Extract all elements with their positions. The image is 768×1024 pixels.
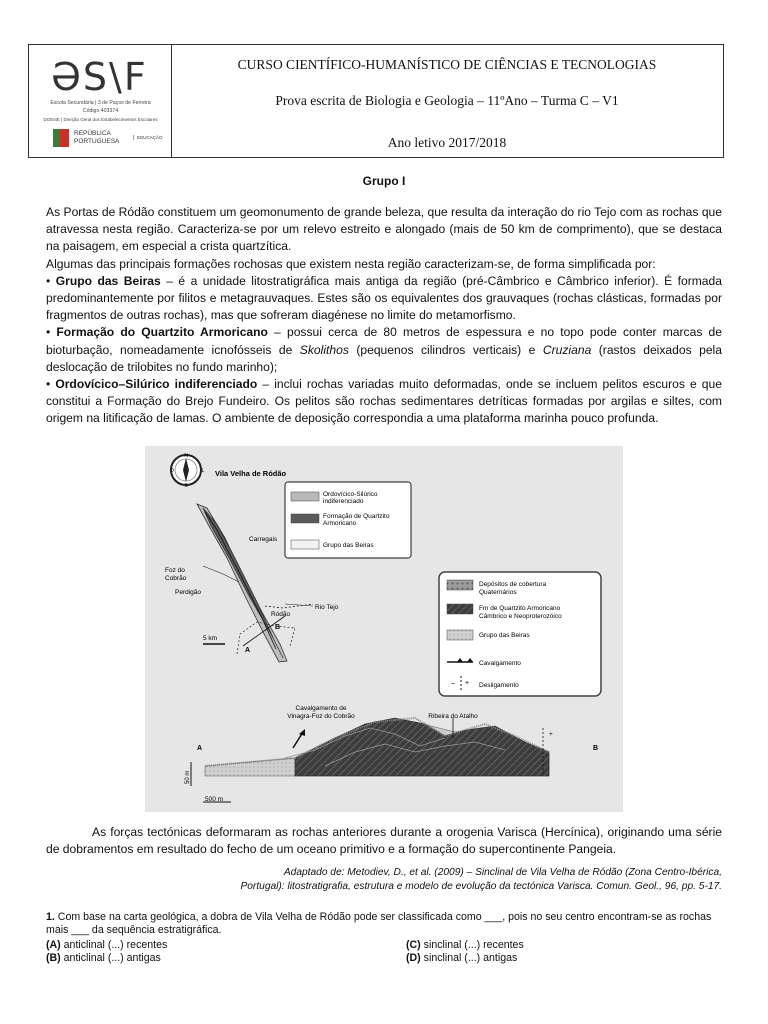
option-a[interactable] (46, 939, 167, 952)
education-label: EDUCAÇÃO (133, 135, 163, 140)
place-foz-1: Foz do (165, 567, 185, 574)
legend-2-item-5: Desligamento (479, 682, 519, 689)
place-foz-2: Cobrão (165, 575, 187, 582)
bullet-1-title: Grupo das Beiras (55, 273, 161, 288)
thrust-arrowhead-icon (299, 729, 305, 736)
place-carregais: Carregais (249, 536, 278, 543)
exam-header (28, 44, 724, 158)
bullet-2-text-a: – possui cerca de 80 metros de espessura e no topo pode conter marcas de bioturbação, nomeadamente icnofósseis de (46, 325, 722, 357)
question-1-text-1: Com base na carta geológica, a dobra de Vila Velha de Ródão pode ser classificada como ___, pois no seu centro encontram-se as rochas (54, 911, 712, 923)
option-c-text: sinclinal (...) recentes (420, 939, 524, 951)
bullet-2-title: Formação do Quartzito Armoricano (56, 325, 268, 340)
legend-swatch-ordovicico (291, 492, 319, 501)
bullet-2-cruziana: Cruziana (542, 342, 592, 357)
legend-2-item-1-l2: Quaternários (479, 589, 517, 596)
question-1-number: 1. (46, 911, 55, 923)
citation-line-1: Adaptado de: Metodiev, D., et al. (2009) – Sinclinal de Vila Velha de Ródão (Zona Centro-Ibérica, (283, 867, 722, 878)
place-rio-tejo: Rio Tejo (315, 604, 339, 611)
after-figure-paragraph: As forças tectónicas deformaram as rochas anteriores durante a orogenia Varisca (Hercínica), originando uma série de dobramentos em resultado do fecho de um oceano primitivo e a formação do supercontinente Pangeia. (46, 825, 722, 857)
map-scale-label: 5 km (203, 635, 218, 642)
option-c[interactable] (406, 939, 524, 952)
compass-e: L (201, 468, 205, 474)
option-d-text: sinclinal (...) antigas (420, 952, 518, 964)
section-point-a: A (197, 745, 203, 752)
cross-section (185, 705, 598, 803)
legend-swatch-depositos (447, 580, 473, 590)
map-point-b: B (275, 624, 281, 631)
bullet-grupo-beiras: • Grupo das Beiras – é a unidade litostratigráfica mais antiga da região (pré-Câmbrico e Câmbrico inferior). É formada predominantemente por filitos e metagrauvaques. Estes são os equivalentes dos grauvaques (rochas clásticas, formadas por fragmentos de outras rochas), mas que sofreram diagénese no limite do metamorfismo. (46, 273, 722, 323)
option-b[interactable] (46, 952, 161, 965)
legend-section (439, 572, 601, 696)
school-name: Escola Secundária | 3 de Paços de Ferreira (50, 100, 151, 106)
course-title: CURSO CIENTÍFICO-HUMANÍSTICO DE CIÊNCIAS E TECNOLOGIAS (237, 57, 657, 72)
geologic-figure (145, 446, 623, 812)
legend-2-item-2-l1: Fm de Quartzito Armoricano (479, 605, 561, 612)
section-thrust-l2: Vinagra-Foz do Cobrão (287, 713, 355, 720)
bullet-3-text: – inclui rochas variadas muito deformadas, onde se incluem pelitos escuros e que constitui a Formação do Brejo Fundeiro. Os pelitos são rochas sedimentares detríticas formadas por argilas e siltes, com origem na litificação de lamas. O ambiente de deposição correspondia a uma plataforma marinha pouco profunda. (46, 377, 722, 426)
geologic-figure-svg (145, 446, 623, 812)
bullet-quartzito: • Formação do Quartzito Armoricano – possui cerca de 80 metros de espessura e no topo pode conter marcas de bioturbação, nomeadamente icnofósseis de Skolithos (pequenos cilindros verticais) e Cruziana (rastos deixados pela deslocação de trilobites no fundo marinho); (46, 325, 722, 374)
section-quartzite-fold (295, 718, 549, 776)
header-titles (171, 45, 723, 157)
legend-1-item-2-l2: Armoricano (323, 520, 357, 527)
svg-text:+: + (465, 680, 470, 687)
section-thrust-l1: Cavalgamento de (295, 705, 347, 712)
legend-2-item-3: Grupo das Beiras (479, 632, 530, 639)
intro-paragraph-1: As Portas de Ródão constituem um geomonumento de grande beleza, que resulta da interação do rio Tejo com as rochas que atravessa nesta região. Caracteriza-se por um relevo estreito e alongado (mais de 50 km de comprimento), que se destaca na paisagem, em especial a crista quartzítica. (46, 205, 722, 254)
legend-swatch-grupo-beiras (447, 630, 473, 640)
legend-1-item-3: Grupo das Beiras (323, 542, 374, 549)
legend-1-item-1-l1: Ordovícico-Silúrico (323, 491, 378, 498)
compass-s: S (184, 483, 188, 489)
group-title: Grupo I (362, 174, 406, 188)
compass-w: O (170, 468, 174, 474)
intro-paragraph-2: Algumas das principais formações rochosas que existem nesta região caracterizam-se, de forma simplificada por: (46, 256, 656, 271)
bullet-2-text-b: (pequenos cilindros verticais) e (348, 342, 543, 357)
question-1-line-1 (46, 911, 726, 924)
section-ribeira-atalho: Ribeira do Atalho (428, 713, 478, 720)
svg-text:–: – (451, 680, 455, 687)
option-a-text: anticlinal (...) recentes (60, 939, 168, 951)
section-plus-icon: + (549, 731, 553, 738)
bullet-2-skolithos: Skolithos (299, 342, 349, 357)
legend-swatch-fm-quartzito (447, 604, 473, 614)
compass-n: N (184, 453, 188, 459)
republic-flag-icon (53, 129, 69, 147)
legend-2-item-2-l2: Câmbrico e Neoproterozóico (479, 613, 562, 620)
river-tejo-line (265, 604, 313, 608)
option-b-text: anticlinal (...) antigas (60, 952, 161, 964)
bullet-ordovicico: • Ordovícico–Silúrico indiferenciado – inclui rochas variadas muito deformadas, onde se incluem pelitos escuros e que constitui a Formação do Brejo Fundeiro. Os pelitos são rochas sedimentares detríticas formadas por argilas e siltes, com origem na litificação de lamas. O ambiente de deposição correspondia a uma plataforma marinha pouco profunda. (46, 377, 722, 426)
legend-1-item-2-l1: Formação de Quartzito (323, 513, 390, 520)
legend-2-item-1-l1: Depósitos de cobertura (479, 581, 547, 588)
map-point-a: A (245, 647, 251, 654)
option-c-key: (C) (406, 939, 421, 951)
republic-line-1: REPÚBLICA (74, 130, 111, 137)
place-rodao: Ródão (271, 611, 291, 618)
legend-map (285, 482, 411, 558)
section-vscale-label: 50 m (185, 770, 191, 784)
citation-line-2: Portugal): litostratigrafia, estrutura e modelo de evolução da tectónica Varisca. Comun. Geol., 96, pp. 5-17. (240, 881, 722, 892)
place-perdigao: Perdigão (175, 589, 202, 596)
ministry-line: DGEstE | Direção Geral dos Estabelecimentos Escolares (43, 117, 158, 122)
map-title: Vila Velha de Ródão (215, 469, 287, 478)
question-1-text-2: mais ___ da sequência estratigráfica. (46, 924, 222, 936)
citation (60, 866, 722, 894)
section-hscale-label: 500 m (205, 796, 224, 803)
republic-line-2: PORTUGUESA (74, 138, 120, 145)
option-d[interactable] (406, 952, 517, 965)
exam-title: Prova escrita de Biologia e Geologia – 11ºAno – Turma C – V1 (275, 93, 619, 108)
bullet-1-text: – é a unidade litostratigráfica mais antiga da região (pré-Câmbrico e Câmbrico inferior). É formada predominantemente por filitos e metagrauvaques. Estes são os equivalentes dos grauvaques (rochas clásticas, formadas por fragmentos de outras rochas), mas que sofreram diagénese no limite do metamorfismo. (46, 273, 722, 323)
compass-icon (170, 453, 205, 489)
school-logo (29, 45, 172, 157)
bullet-2-text-c: (rastos deixados pela deslocação de trilobites no fundo marinho); (46, 342, 722, 374)
option-d-key: (D) (406, 952, 421, 964)
legend-1-item-1-l2: indiferenciado (323, 498, 364, 505)
bullet-3-title: Ordovícico–Silúrico indiferenciado (55, 377, 258, 392)
legend-swatch-beiras (291, 540, 319, 549)
option-b-key: (B) (46, 952, 61, 964)
school-code: Código 403374 (82, 108, 119, 114)
logo-mark: ƏS\F (51, 55, 148, 99)
question-1 (46, 911, 726, 937)
legend-2-item-4: Cavalgamento (479, 660, 521, 667)
legend-swatch-quartzito (291, 514, 319, 523)
section-point-b: B (593, 745, 599, 752)
option-a-key: (A) (46, 939, 61, 951)
school-year: Ano letivo 2017/2018 (387, 135, 507, 150)
intro-text (46, 204, 722, 428)
